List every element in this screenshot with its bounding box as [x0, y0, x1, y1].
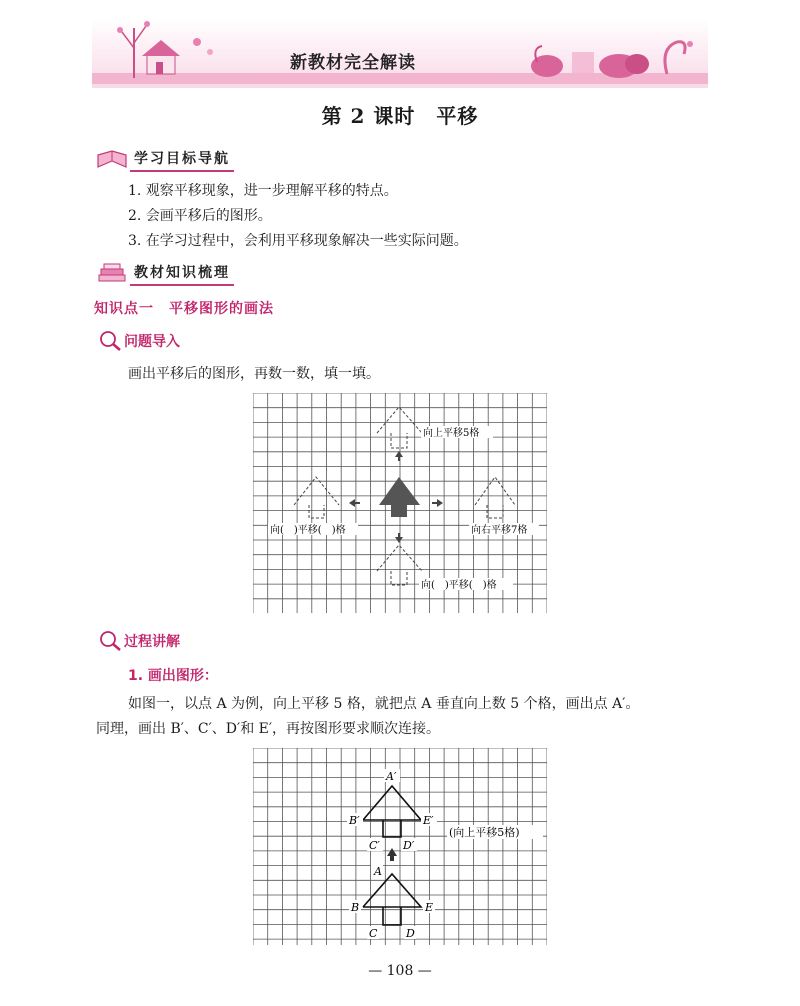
magnifier-icon: [98, 330, 124, 352]
shape-down-dashed: [377, 545, 422, 585]
point-label-E-prime: E′: [423, 814, 434, 827]
section-goals-title: 学习目标导航: [130, 148, 234, 172]
label-down: 向( )平移( )格: [421, 580, 497, 591]
process-paragraph-2: 同理，画出 B′、C′、D′和 E′，再按图形要求顺次连接。: [96, 721, 441, 737]
label-translate-up: (向上平移5格): [449, 826, 520, 839]
point-label-A: A: [374, 865, 382, 878]
label-left: 向( )平移( )格: [270, 525, 346, 536]
section-knowledge-title: 教材知识梳理: [130, 262, 234, 286]
point-label-C-prime: C′: [369, 839, 380, 852]
section-goals-heading: [96, 148, 234, 172]
shape-up-dashed: [377, 407, 422, 448]
up-arrow-icon: [387, 848, 397, 861]
process-title: 过程讲解: [124, 634, 180, 650]
point-label-B-prime: B′: [349, 814, 360, 827]
label-right: 向右平移7格: [471, 525, 528, 536]
point-label-D-prime: D′: [403, 839, 415, 852]
intro-title: 问题导入: [124, 334, 180, 350]
goal-item: 1. 观察平移现象，进一步理解平移的特点。: [128, 183, 398, 199]
translation-figure-2: [253, 748, 547, 945]
point-label-E: E: [425, 901, 434, 914]
label-up: 向上平移5格: [423, 428, 480, 439]
process-paragraph-1: 如图一，以点 A 为例，向上平移 5 格，就把点 A 垂直向上数 5 个格，画出点 A′。: [128, 696, 640, 712]
books-stack-icon: [96, 263, 130, 285]
page-number: — 108 —: [368, 963, 432, 979]
intro-text: 画出平移后的图形，再数一数，填一填。: [128, 366, 380, 382]
shape-left-dashed: [294, 477, 339, 518]
lesson-title: 第 2 课时 平移: [321, 104, 479, 128]
magnifier-icon: [98, 630, 124, 652]
shape-translated: [363, 786, 421, 837]
shape-right-dashed: [475, 477, 515, 518]
step-1-title: 1. 画出图形：: [128, 668, 218, 684]
goal-item: 2. 会画平移后的图形。: [128, 208, 272, 224]
translation-figure-1: [253, 393, 547, 613]
point-label-A-prime: A′: [386, 770, 397, 783]
point-label-D: D: [406, 927, 415, 940]
process-heading: [98, 630, 180, 652]
intro-heading: [98, 330, 180, 352]
point-label-B: B: [351, 901, 360, 914]
book-icon: [96, 149, 130, 171]
section-knowledge-heading: [96, 262, 234, 286]
goal-item: 3. 在学习过程中，会利用平移现象解决一些实际问题。: [128, 233, 468, 249]
shape-original: [363, 874, 421, 925]
point-label-C: C: [369, 927, 378, 940]
book-title: 新教材完全解读: [290, 53, 416, 73]
knowledge-point-title: 知识点一 平移图形的画法: [94, 301, 274, 317]
